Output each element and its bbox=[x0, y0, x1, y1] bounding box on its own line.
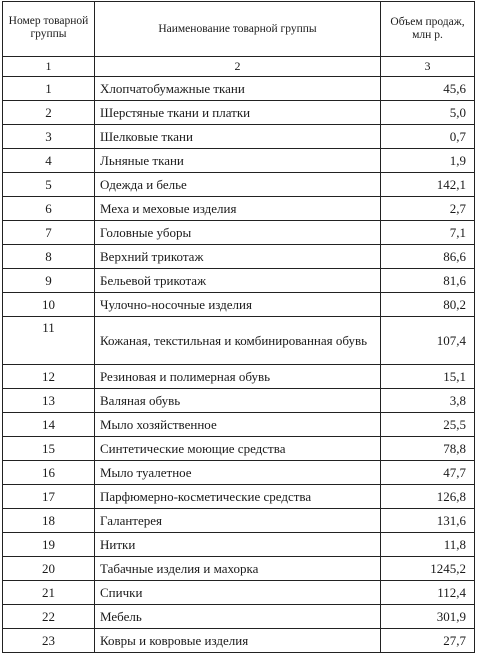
group-number-cell: 3 bbox=[3, 125, 95, 149]
group-number-cell: 15 bbox=[3, 437, 95, 461]
group-number-cell: 18 bbox=[3, 509, 95, 533]
table-row bbox=[3, 101, 475, 125]
sales-volume-cell: 45,6 bbox=[381, 77, 475, 101]
sales-volume-cell: 107,4 bbox=[381, 317, 475, 365]
group-name-cell: Ковры и ковровые изделия bbox=[95, 629, 381, 653]
sales-volume-cell: 25,5 bbox=[381, 413, 475, 437]
sales-volume-cell: 301,9 bbox=[381, 605, 475, 629]
group-number-cell: 14 bbox=[3, 413, 95, 437]
sales-volume-cell: 11,8 bbox=[381, 533, 475, 557]
group-name-cell: Шерстяные ткани и платки bbox=[95, 101, 381, 125]
sales-volume-cell: 1245,2 bbox=[381, 557, 475, 581]
group-name-cell: Резиновая и полимерная обувь bbox=[95, 365, 381, 389]
group-name-cell: Шелковые ткани bbox=[95, 125, 381, 149]
group-name-cell: Синтетические моющие средства bbox=[95, 437, 381, 461]
table-row bbox=[3, 293, 475, 317]
table-row bbox=[3, 125, 475, 149]
sales-volume-cell: 131,6 bbox=[381, 509, 475, 533]
table-row bbox=[3, 413, 475, 437]
group-name-cell: Мебель bbox=[95, 605, 381, 629]
sales-volume-cell: 126,8 bbox=[381, 485, 475, 509]
table-row bbox=[3, 581, 475, 605]
group-name-cell: Галантерея bbox=[95, 509, 381, 533]
group-name-cell: Табачные изделия и махорка bbox=[95, 557, 381, 581]
group-number-cell: 17 bbox=[3, 485, 95, 509]
group-number-cell: 9 bbox=[3, 269, 95, 293]
goods-sales-table bbox=[2, 1, 475, 653]
group-name-cell: Льняные ткани bbox=[95, 149, 381, 173]
sales-volume-cell: 112,4 bbox=[381, 581, 475, 605]
sales-volume-cell: 78,8 bbox=[381, 437, 475, 461]
group-number-cell: 13 bbox=[3, 389, 95, 413]
sales-volume-cell: 47,7 bbox=[381, 461, 475, 485]
table-row bbox=[3, 197, 475, 221]
group-number-cell: 10 bbox=[3, 293, 95, 317]
group-number-cell: 22 bbox=[3, 605, 95, 629]
table-row bbox=[3, 485, 475, 509]
group-number-cell: 12 bbox=[3, 365, 95, 389]
group-name-cell: Мыло хозяйственное bbox=[95, 413, 381, 437]
group-name-cell: Головные уборы bbox=[95, 221, 381, 245]
group-name-cell: Чулочно-носочные изделия bbox=[95, 293, 381, 317]
table-row bbox=[3, 77, 475, 101]
column-numbers-row bbox=[3, 57, 475, 77]
group-name-cell: Нитки bbox=[95, 533, 381, 557]
group-name-cell: Валяная обувь bbox=[95, 389, 381, 413]
group-number-cell: 6 bbox=[3, 197, 95, 221]
sales-volume-cell: 142,1 bbox=[381, 173, 475, 197]
group-name-cell: Бельевой трикотаж bbox=[95, 269, 381, 293]
table-row bbox=[3, 245, 475, 269]
group-number-cell: 11 bbox=[3, 317, 95, 365]
group-number-cell: 19 bbox=[3, 533, 95, 557]
sales-volume-cell: 27,7 bbox=[381, 629, 475, 653]
group-name-cell: Парфюмерно-косметические средства bbox=[95, 485, 381, 509]
group-number-cell: 4 bbox=[3, 149, 95, 173]
group-name-cell: Одежда и белье bbox=[95, 173, 381, 197]
sales-volume-cell: 0,7 bbox=[381, 125, 475, 149]
table-row bbox=[3, 509, 475, 533]
header-group-name: Наименование товарной группы bbox=[95, 2, 381, 57]
sales-volume-cell: 80,2 bbox=[381, 293, 475, 317]
table-row bbox=[3, 317, 475, 365]
group-name-cell: Верхний трикотаж bbox=[95, 245, 381, 269]
group-number-cell: 5 bbox=[3, 173, 95, 197]
table-header-row bbox=[3, 2, 475, 57]
table-row bbox=[3, 149, 475, 173]
group-number-cell: 21 bbox=[3, 581, 95, 605]
table-row bbox=[3, 389, 475, 413]
group-name-cell: Меха и меховые изделия bbox=[95, 197, 381, 221]
header-sales-volume: Объем продаж, млн р. bbox=[381, 2, 475, 57]
table-row bbox=[3, 461, 475, 485]
table-row bbox=[3, 269, 475, 293]
group-number-cell: 1 bbox=[3, 77, 95, 101]
sales-volume-cell: 7,1 bbox=[381, 221, 475, 245]
group-name-cell: Хлопчатобумажные ткани bbox=[95, 77, 381, 101]
column-number: 2 bbox=[95, 57, 381, 77]
table-row bbox=[3, 533, 475, 557]
group-number-cell: 20 bbox=[3, 557, 95, 581]
group-name-cell: Мыло туалетное bbox=[95, 461, 381, 485]
table-row bbox=[3, 173, 475, 197]
table-row bbox=[3, 557, 475, 581]
sales-volume-cell: 15,1 bbox=[381, 365, 475, 389]
column-number: 3 bbox=[381, 57, 475, 77]
sales-volume-cell: 3,8 bbox=[381, 389, 475, 413]
header-group-number: Номер товарной группы bbox=[3, 2, 95, 57]
table-row bbox=[3, 605, 475, 629]
sales-volume-cell: 5,0 bbox=[381, 101, 475, 125]
sales-volume-cell: 2,7 bbox=[381, 197, 475, 221]
table-row bbox=[3, 437, 475, 461]
group-number-cell: 7 bbox=[3, 221, 95, 245]
table-row bbox=[3, 629, 475, 653]
group-number-cell: 23 bbox=[3, 629, 95, 653]
sales-volume-cell: 81,6 bbox=[381, 269, 475, 293]
table-row bbox=[3, 365, 475, 389]
group-name-cell: Спички bbox=[95, 581, 381, 605]
sales-volume-cell: 1,9 bbox=[381, 149, 475, 173]
group-name-cell: Кожаная, текстильная и комбинированная обувь bbox=[95, 317, 381, 365]
table-row bbox=[3, 221, 475, 245]
group-number-cell: 2 bbox=[3, 101, 95, 125]
column-number: 1 bbox=[3, 57, 95, 77]
group-number-cell: 8 bbox=[3, 245, 95, 269]
sales-volume-cell: 86,6 bbox=[381, 245, 475, 269]
group-number-cell: 16 bbox=[3, 461, 95, 485]
